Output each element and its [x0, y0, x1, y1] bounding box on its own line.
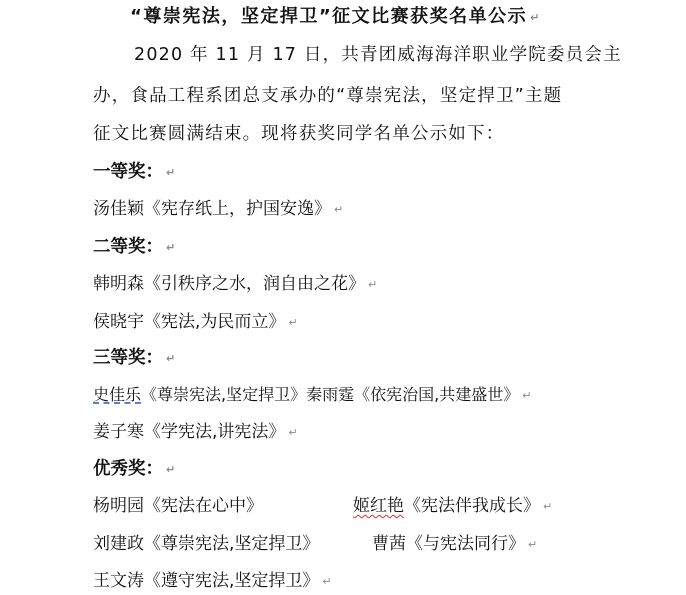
paragraph-mark-icon: ↵ [166, 352, 176, 365]
document-title: “尊崇宪法，坚定捍卫”征文比赛获奖名单公示 ↵ [130, 6, 541, 27]
third-prize-heading: 三等奖： ↵ [93, 348, 176, 368]
third-prize-entry-1: 史佳乐《尊崇宪法,坚定捍卫》秦雨霆《依宪治国,共建盛世》 ↵ [93, 385, 532, 404]
intro-line-2: 办，食品工程系团总支承办的“尊崇宪法，坚定捍卫”主题 [93, 86, 563, 106]
paragraph-mark-icon: ↵ [166, 241, 176, 254]
intro-line-1: 2020 年 11 月 17 日，共青团威海海洋职业学院委员会主 [134, 45, 622, 65]
excellence-entry-2a: 刘建政《尊崇宪法,坚定捍卫》 [93, 534, 320, 554]
second-prize-entry-1: 韩明森《引秩序之水，润自由之花》 ↵ [93, 274, 378, 294]
paragraph-mark-icon: ↵ [288, 426, 298, 439]
paragraph-mark-icon: ↵ [334, 203, 344, 216]
paragraph-mark-icon: ↵ [368, 278, 378, 291]
paragraph-mark-icon: ↵ [166, 463, 176, 476]
paragraph-mark-icon: ↵ [166, 166, 176, 179]
paragraph-mark-icon: ↵ [530, 11, 541, 24]
first-prize-entry: 汤佳颖《宪存纸上，护国安逸》 ↵ [93, 199, 344, 219]
first-prize-heading: 一等奖： ↵ [93, 162, 176, 182]
paragraph-mark-icon: ↵ [322, 575, 332, 588]
excellence-entry-1b: 姬红艳《宪法伴我成长》 ↵ [353, 496, 553, 516]
second-prize-entry-2: 侯晓宇《宪法,为民而立》 ↵ [93, 312, 298, 332]
paragraph-mark-icon: ↵ [288, 316, 298, 329]
excellence-heading: 优秀奖： ↵ [93, 459, 176, 479]
paragraph-mark-icon: ↵ [528, 538, 538, 551]
paragraph-mark-icon: ↵ [522, 389, 532, 402]
excellence-entry-2b: 曹茜《与宪法同行》 ↵ [372, 534, 538, 554]
excellence-entry-1a: 杨明园《宪法在心中》 [93, 496, 263, 516]
intro-line-3: 征文比赛圆满结束。现将获奖同学名单公示如下： [93, 124, 505, 144]
excellence-entry-3a: 王文涛《遵守宪法,坚定捍卫》 ↵ [93, 571, 332, 591]
second-prize-heading: 二等奖： ↵ [93, 237, 176, 257]
paragraph-mark-icon: ↵ [543, 500, 553, 513]
third-prize-entry-2: 姜子寒《学宪法,讲宪法》 ↵ [93, 422, 298, 442]
